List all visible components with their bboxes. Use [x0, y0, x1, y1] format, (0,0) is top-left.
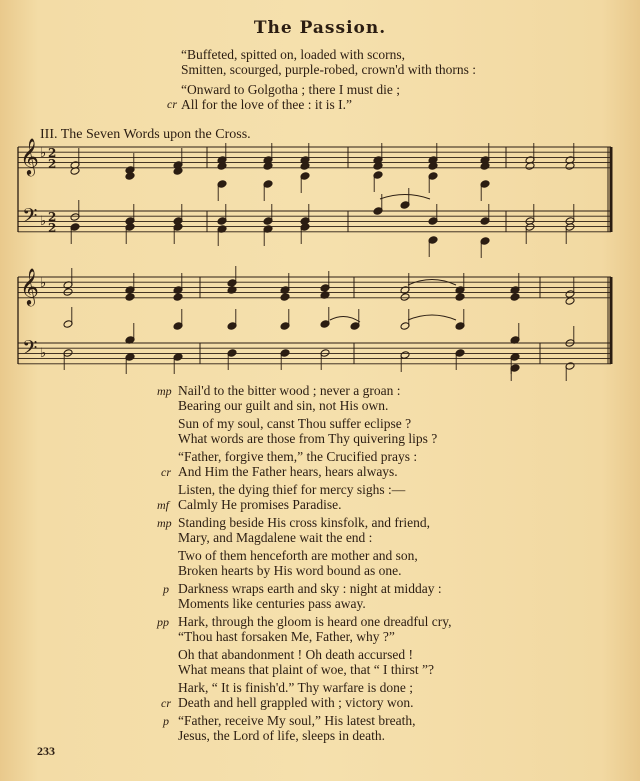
flat-icon: ♭ — [40, 276, 47, 291]
verse-line: Death and hell grappled with ; victory won. — [178, 695, 414, 710]
verse-line: Mary, and Magdalene wait the end : — [178, 530, 373, 545]
verse-line: Darkness wraps earth and sky : night at midday : — [178, 581, 442, 596]
dynamic-mark: cr — [161, 465, 171, 479]
time-signature: 2 — [48, 146, 57, 160]
verse-line: Calmly He promises Paradise. — [178, 497, 342, 512]
flat-icon: ♭ — [40, 214, 47, 229]
verse-line: “Thou hast forsaken Me, Father, why ?” — [178, 629, 395, 644]
verse-line: And Him the Father hears, hears always. — [178, 464, 398, 479]
verse-line: Nail'd to the bitter wood ; never a groan : — [178, 383, 401, 398]
note-head — [63, 288, 73, 297]
music-score — [0, 0, 640, 381]
intro-line: “Buffeted, spitted on, loaded with scorns, — [181, 47, 405, 62]
note-head — [455, 293, 465, 302]
intro-line: All for the love of thee : it is I.” — [181, 97, 352, 112]
treble-clef-icon: 𝄞 — [20, 137, 39, 175]
note-head — [280, 293, 290, 302]
verse-line: Standing beside His cross kinsfolk, and friend, — [178, 515, 430, 530]
treble-clef-icon: 𝄞 — [20, 267, 39, 305]
page-title: The Passion. — [253, 18, 387, 38]
verse-line: “Father, receive My soul,” His latest breath, — [178, 713, 416, 728]
intro-line: “Onward to Golgotha ; there I must die ; — [181, 82, 400, 97]
note-head — [125, 293, 135, 302]
bass-clef-icon: 𝄢 — [22, 204, 38, 232]
dynamic-mark: p — [163, 714, 169, 728]
section-subtitle: III. The Seven Words upon the Cross. — [40, 127, 251, 142]
intro-line: Smitten, scourged, purple-robed, crown'd with thorns : — [181, 62, 477, 77]
verse-line: Two of them henceforth are mother and son, — [178, 548, 418, 563]
verse-line: “Father, forgive them,” the Crucified prays : — [178, 449, 418, 464]
dynamic-mark: p — [163, 582, 169, 596]
dynamic-mark: mp — [157, 384, 172, 398]
slur — [330, 316, 360, 322]
verse-line: Jesus, the Lord of life, sleeps in death. — [178, 728, 385, 743]
verse-line: Hark, through the gloom is heard one dreadful cry, — [178, 614, 452, 629]
verse-line: Hark, “ It is finish'd.” Thy warfare is done ; — [178, 680, 413, 695]
dynamic-mark: mp — [157, 516, 172, 530]
flat-icon: ♭ — [40, 346, 47, 361]
tie — [408, 315, 456, 320]
time-signature: 2 — [48, 210, 57, 224]
note-head — [510, 293, 520, 302]
verse-line: Listen, the dying thief for mercy sighs :— — [178, 482, 406, 497]
verse-line: Sun of my soul, canst Thou suffer eclipse ? — [178, 416, 412, 431]
dynamic-mark: mf — [157, 498, 169, 512]
slur — [380, 195, 430, 200]
verse-line: Moments like centuries pass away. — [178, 596, 366, 611]
verse-line: Oh that abandonment ! Oh death accursed ! — [178, 647, 414, 662]
dynamic-mark: cr — [161, 696, 171, 710]
flat-icon: ♭ — [40, 146, 47, 161]
verse-line: Bearing our guilt and sin, not His own. — [178, 398, 389, 413]
verse-line: What means that plaint of woe, that “ I thirst ”? — [178, 662, 435, 677]
bass-clef-icon: 𝄢 — [22, 336, 38, 364]
verse-line: What words are those from Thy quivering lips ? — [178, 431, 438, 446]
dynamic-mark: cr — [167, 97, 177, 111]
note-head — [173, 293, 183, 302]
dynamic-mark: pp — [157, 615, 169, 629]
time-signature: 2 — [48, 221, 57, 235]
note-head — [400, 293, 410, 302]
page-number: 233 — [37, 744, 55, 758]
time-signature: 2 — [48, 157, 57, 171]
verse-line: Broken hearts by His word bound as one. — [178, 563, 402, 578]
